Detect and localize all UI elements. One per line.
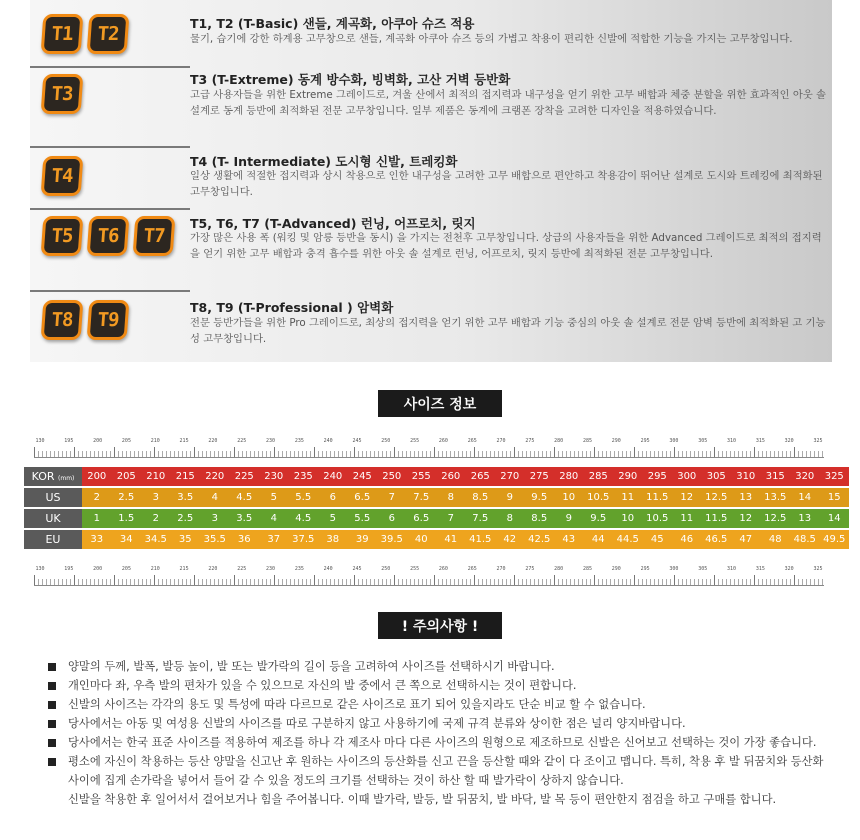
size-cell: 9 [554, 509, 584, 528]
size-cell: 2.5 [171, 509, 201, 528]
ruler-number: 215 [179, 566, 189, 572]
size-cell: 4.5 [289, 509, 319, 528]
ruler-number: 195 [64, 566, 74, 572]
ruler-number: 235 [294, 438, 304, 444]
size-cell: 7.5 [466, 509, 496, 528]
size-cell: 5 [259, 488, 289, 507]
ruler-number: 130 [35, 566, 45, 572]
cautions-heading: ! 주의사항 ! [378, 612, 502, 639]
size-cell: 7 [377, 488, 407, 507]
size-row-label: US [24, 488, 82, 507]
ruler-number: 240 [323, 566, 333, 572]
ruler-number: 280 [554, 566, 564, 572]
ruler-number: 200 [93, 566, 103, 572]
grade-divider [30, 66, 190, 68]
size-row-label: UK [24, 509, 82, 528]
size-cell: 230 [259, 467, 289, 486]
grade-badges [42, 156, 82, 196]
ruler-number: 310 [727, 438, 737, 444]
caution-text: 당사에서는 아동 및 여성용 신발의 사이즈를 따로 구분하지 않고 사용하기에 국제 규격 분류와 상이한 점은 널리 양지바랍니다. [68, 717, 686, 730]
size-cell: 280 [554, 467, 584, 486]
caution-text: 신발의 사이즈는 각각의 용도 및 특성에 따라 다르므로 같은 사이즈로 표기 되어 있을지라도 단순 비교 할 수 없습니다. [68, 698, 646, 711]
size-cell: 285 [584, 467, 614, 486]
ruler-number: 295 [640, 566, 650, 572]
size-cell: 255 [407, 467, 437, 486]
grade-title: T1, T2 (T-Basic) 샌들, 계곡화, 아쿠아 슈즈 적용 [190, 16, 475, 31]
caution-item [48, 790, 828, 809]
size-cell: 1.5 [112, 509, 142, 528]
size-cell: 6.5 [348, 488, 378, 507]
ruler-number: 275 [525, 566, 535, 572]
size-cell: 235 [289, 467, 319, 486]
size-row-uk [24, 509, 849, 528]
t4-badge-icon: T4 [41, 156, 84, 196]
grade-description: 고급 사용자들을 위한 Extreme 그레이드로, 겨울 산에서 최적의 접지력과 내구성을 얻기 위한 고무 배합과 체중 분할을 위한 효과적인 아웃 솔 설계로 동계 등반에 최적화된 전문 고무창입니다. 일부 제품은 동계에 크램폰 장착을 고려한 디자인을 적용하였습니다. [190, 89, 826, 117]
size-cell: 38 [318, 530, 348, 549]
grade-t1-t2 [30, 6, 832, 66]
size-cell: 225 [230, 467, 260, 486]
size-cell: 8 [495, 509, 525, 528]
caution-text: 당사에서는 한국 표준 사이즈를 적용하여 제조를 하나 각 제조사 마다 다른 사이즈의 원형으로 제조하므로 신발은 신어보고 선택하는 것이 가장 좋습니다. [68, 736, 817, 749]
caution-item [48, 695, 828, 714]
ruler-number: 230 [266, 566, 276, 572]
ruler-number: 235 [294, 566, 304, 572]
caution-item [48, 676, 828, 695]
size-cell: 305 [702, 467, 732, 486]
ruler-number: 280 [554, 438, 564, 444]
grade-description: 가장 많은 사용 폭 (워킹 및 암릉 등반을 동시) 을 가지는 전천후 고무창입니다. 상급의 사용자들을 위한 Advanced 그레이드로 최적의 접지력을 얻기 위한 고무 배합과 충격 흡수를 위한 아웃 솔 설계로 런닝, 어프로치, 릿지 등반에 최적화된 전문 고무창입니다. [190, 232, 822, 260]
ruler-number: 225 [237, 566, 247, 572]
size-cell: 13.5 [761, 488, 791, 507]
size-cell: 6 [318, 488, 348, 507]
ruler-number: 270 [496, 566, 506, 572]
size-cell: 41.5 [466, 530, 496, 549]
ruler-number: 260 [438, 438, 448, 444]
size-cell: 11.5 [702, 509, 732, 528]
size-row-eu [24, 530, 849, 549]
t6-badge-icon: T6 [87, 216, 130, 256]
size-cell: 5 [318, 509, 348, 528]
t2-badge-icon: T2 [87, 14, 130, 54]
size-cell: 265 [466, 467, 496, 486]
ruler-number: 240 [323, 438, 333, 444]
size-cell: 12 [672, 488, 702, 507]
size-cell: 37.5 [289, 530, 319, 549]
size-cell: 9 [495, 488, 525, 507]
ruler-number: 250 [381, 438, 391, 444]
caution-item [48, 733, 828, 752]
size-cell: 2 [141, 509, 171, 528]
ruler-number: 210 [150, 566, 160, 572]
size-cell: 15 [820, 488, 850, 507]
size-cell: 3.5 [171, 488, 201, 507]
ruler-number: 265 [467, 438, 477, 444]
ruler-number: 245 [352, 566, 362, 572]
ruler-number: 305 [698, 438, 708, 444]
size-cell: 10.5 [584, 488, 614, 507]
size-cell: 10 [613, 509, 643, 528]
ruler-number: 275 [525, 438, 535, 444]
ruler-number: 230 [266, 438, 276, 444]
ruler-number: 210 [150, 438, 160, 444]
ruler-number: 325 [813, 438, 823, 444]
size-cell: 34.5 [141, 530, 171, 549]
size-cell: 37 [259, 530, 289, 549]
size-cell: 47 [731, 530, 761, 549]
size-cell: 14 [820, 509, 850, 528]
size-cell: 320 [790, 467, 820, 486]
size-cell: 210 [141, 467, 171, 486]
size-cell: 245 [348, 467, 378, 486]
ruler-number: 315 [755, 566, 765, 572]
size-cell: 12 [731, 509, 761, 528]
ruler-number: 245 [352, 438, 362, 444]
size-cell: 3 [141, 488, 171, 507]
ruler-number: 255 [410, 438, 420, 444]
ruler-number: 315 [755, 438, 765, 444]
size-cell: 40 [407, 530, 437, 549]
size-cell: 8 [436, 488, 466, 507]
size-cell: 7 [436, 509, 466, 528]
size-cell: 48.5 [790, 530, 820, 549]
grade-title: T4 (T- Intermediate) 도시형 신발, 트레킹화 [190, 154, 458, 169]
ruler-number: 270 [496, 438, 506, 444]
grade-badges [42, 74, 82, 114]
ruler-number: 285 [582, 438, 592, 444]
grade-title: T5, T6, T7 (T-Advanced) 런닝, 어프로치, 릿지 [190, 216, 476, 231]
size-row-kor [24, 467, 849, 486]
square-bullet-icon [48, 682, 56, 690]
size-cell: 9.5 [584, 509, 614, 528]
size-cell: 3.5 [230, 509, 260, 528]
ruler-number: 195 [64, 438, 74, 444]
t3-badge-icon: T3 [41, 74, 84, 114]
ruler-number: 260 [438, 566, 448, 572]
ruler-number: 320 [784, 438, 794, 444]
size-cell: 4.5 [230, 488, 260, 507]
square-bullet-icon [48, 663, 56, 671]
caution-item [48, 714, 828, 733]
size-cell: 49.5 [820, 530, 850, 549]
square-bullet-icon [48, 701, 56, 709]
ruler-number: 130 [35, 438, 45, 444]
size-cell: 8.5 [525, 509, 555, 528]
size-cell: 295 [643, 467, 673, 486]
grade-badges [42, 14, 128, 54]
ruler-number: 250 [381, 566, 391, 572]
caution-text: 평소에 자신이 착용하는 등산 양말을 신고난 후 원하는 사이즈의 등산화를 신고 끈을 등산할 때와 같이 다 조이고 맵니다. 특히, 착용 후 발 뒤꿈치와 등산화 사이에 집게 손가락을 넣어서 들어 갈 수 있을 정도의 크기를 선택하는 것이 하산 할 때 발가락이 상하지 않습니다. [68, 755, 824, 787]
size-cell: 35.5 [200, 530, 230, 549]
size-cell: 250 [377, 467, 407, 486]
grade-t8-t9 [30, 290, 832, 360]
grade-t5-t7 [30, 208, 832, 290]
grade-badges [42, 300, 128, 340]
ruler-number: 285 [582, 566, 592, 572]
square-bullet-icon [48, 739, 56, 747]
ruler-number: 220 [208, 566, 218, 572]
size-cell: 46 [672, 530, 702, 549]
ruler-number: 220 [208, 438, 218, 444]
size-cell: 13 [790, 509, 820, 528]
size-cell: 3 [200, 509, 230, 528]
size-cell: 8.5 [466, 488, 496, 507]
ruler-number: 305 [698, 566, 708, 572]
grade-description: 일상 생활에 적절한 접지력과 상시 착용으로 인한 내구성을 고려한 고무 배합으로 편안하고 착용감이 뛰어난 설계로 도시와 트레킹에 최적화된 고무창입니다. [190, 170, 823, 198]
size-cell: 42 [495, 530, 525, 549]
size-cell: 270 [495, 467, 525, 486]
size-conversion-table [24, 465, 849, 551]
ruler-ticks [34, 575, 824, 586]
size-cell: 44.5 [613, 530, 643, 549]
size-cell: 45 [643, 530, 673, 549]
t9-badge-icon: T9 [87, 300, 130, 340]
size-cell: 205 [112, 467, 142, 486]
ruler-number: 225 [237, 438, 247, 444]
size-cell: 42.5 [525, 530, 555, 549]
grade-t3 [30, 66, 832, 146]
caution-item [48, 657, 828, 676]
ruler-number: 205 [121, 438, 131, 444]
ruler-number: 215 [179, 438, 189, 444]
size-cell: 275 [525, 467, 555, 486]
size-cell: 325 [820, 467, 850, 486]
size-cell: 240 [318, 467, 348, 486]
ruler-number: 300 [669, 566, 679, 572]
size-cell: 11.5 [643, 488, 673, 507]
ruler-number: 295 [640, 438, 650, 444]
ruler-number: 300 [669, 438, 679, 444]
caution-text: 신발을 착용한 후 일어서서 걸어보거나 힘을 주어봅니다. 이때 발가락, 발등, 발 뒤꿈치, 발 바닥, 발 목 등이 편안한지 점검을 하고 구매를 합니다. [68, 793, 777, 806]
size-cell: 39 [348, 530, 378, 549]
size-cell: 12.5 [702, 488, 732, 507]
size-cell: 11 [672, 509, 702, 528]
size-cell: 46.5 [702, 530, 732, 549]
ruler-number: 205 [121, 566, 131, 572]
size-cell: 5.5 [348, 509, 378, 528]
size-cell: 315 [761, 467, 791, 486]
size-cell: 36 [230, 530, 260, 549]
grade-divider [30, 290, 190, 292]
size-cell: 48 [761, 530, 791, 549]
size-cell: 9.5 [525, 488, 555, 507]
caution-item [48, 752, 828, 790]
grade-divider [30, 146, 190, 148]
ruler-numbers [34, 566, 824, 574]
size-row-label: KOR (mm) [24, 467, 82, 486]
size-row-us [24, 488, 849, 507]
size-cell: 34 [112, 530, 142, 549]
ruler-number: 265 [467, 566, 477, 572]
caution-text: 개인마다 좌, 우측 발의 편차가 있을 수 있으므로 자신의 발 중에서 큰 쪽으로 선택하시는 것이 편합니다. [68, 679, 577, 692]
ruler-number: 290 [611, 566, 621, 572]
size-cell: 44 [584, 530, 614, 549]
size-cell: 6.5 [407, 509, 437, 528]
size-cell: 43 [554, 530, 584, 549]
size-cell: 35 [171, 530, 201, 549]
grade-t4 [30, 146, 832, 208]
size-cell: 39.5 [377, 530, 407, 549]
t8-badge-icon: T8 [41, 300, 84, 340]
t7-badge-icon: T7 [133, 216, 176, 256]
ruler-number: 310 [727, 566, 737, 572]
ruler-number: 325 [813, 566, 823, 572]
grade-description: 전문 등반가들을 위한 Pro 그레이드로, 최상의 접지력을 얻기 위한 고무 배합과 기능 중심의 아웃 솔 설계로 전문 암벽 등반에 최적화된 고 기능성 고무창입니다. [190, 317, 826, 345]
outsole-grade-panel [30, 0, 832, 362]
size-cell: 2 [82, 488, 112, 507]
square-bullet-icon [48, 720, 56, 728]
t1-badge-icon: T1 [41, 14, 84, 54]
grade-title: T8, T9 (T-Professional ) 암벽화 [190, 300, 394, 315]
size-row-label: EU [24, 530, 82, 549]
size-cell: 300 [672, 467, 702, 486]
size-ruler-bottom [34, 566, 824, 588]
grade-description: 물기, 습기에 강한 하계용 고무창으로 샌들, 계곡화 아쿠아 슈즈 등의 가볍고 착용이 편리한 신발에 적합한 기능을 가지는 고무창입니다. [190, 33, 793, 45]
size-cell: 4 [259, 509, 289, 528]
t5-badge-icon: T5 [41, 216, 84, 256]
size-cell: 290 [613, 467, 643, 486]
size-cell: 33 [82, 530, 112, 549]
size-cell: 200 [82, 467, 112, 486]
size-cell: 310 [731, 467, 761, 486]
size-cell: 10 [554, 488, 584, 507]
size-ruler-top [34, 438, 824, 460]
size-cell: 4 [200, 488, 230, 507]
ruler-number: 290 [611, 438, 621, 444]
square-bullet-icon [48, 758, 56, 766]
ruler-number: 320 [784, 566, 794, 572]
size-cell: 1 [82, 509, 112, 528]
ruler-number: 200 [93, 438, 103, 444]
size-cell: 41 [436, 530, 466, 549]
ruler-numbers [34, 438, 824, 446]
size-cell: 260 [436, 467, 466, 486]
grade-divider [30, 208, 190, 210]
ruler-number: 255 [410, 566, 420, 572]
caution-list [48, 657, 828, 809]
caution-text: 양말의 두께, 발폭, 발등 높이, 발 또는 발가락의 길이 등을 고려하여 사이즈를 선택하시기 바랍니다. [68, 660, 555, 673]
grade-badges [42, 216, 174, 256]
grade-title: T3 (T-Extreme) 동계 방수화, 빙벽화, 고산 거벽 등반화 [190, 72, 511, 87]
ruler-ticks [34, 447, 824, 458]
size-cell: 6 [377, 509, 407, 528]
size-cell: 10.5 [643, 509, 673, 528]
size-cell: 12.5 [761, 509, 791, 528]
size-info-heading: 사이즈 정보 [378, 390, 502, 417]
size-cell: 11 [613, 488, 643, 507]
size-cell: 215 [171, 467, 201, 486]
size-cell: 5.5 [289, 488, 319, 507]
size-cell: 2.5 [112, 488, 142, 507]
size-cell: 7.5 [407, 488, 437, 507]
size-cell: 14 [790, 488, 820, 507]
size-cell: 220 [200, 467, 230, 486]
size-cell: 13 [731, 488, 761, 507]
